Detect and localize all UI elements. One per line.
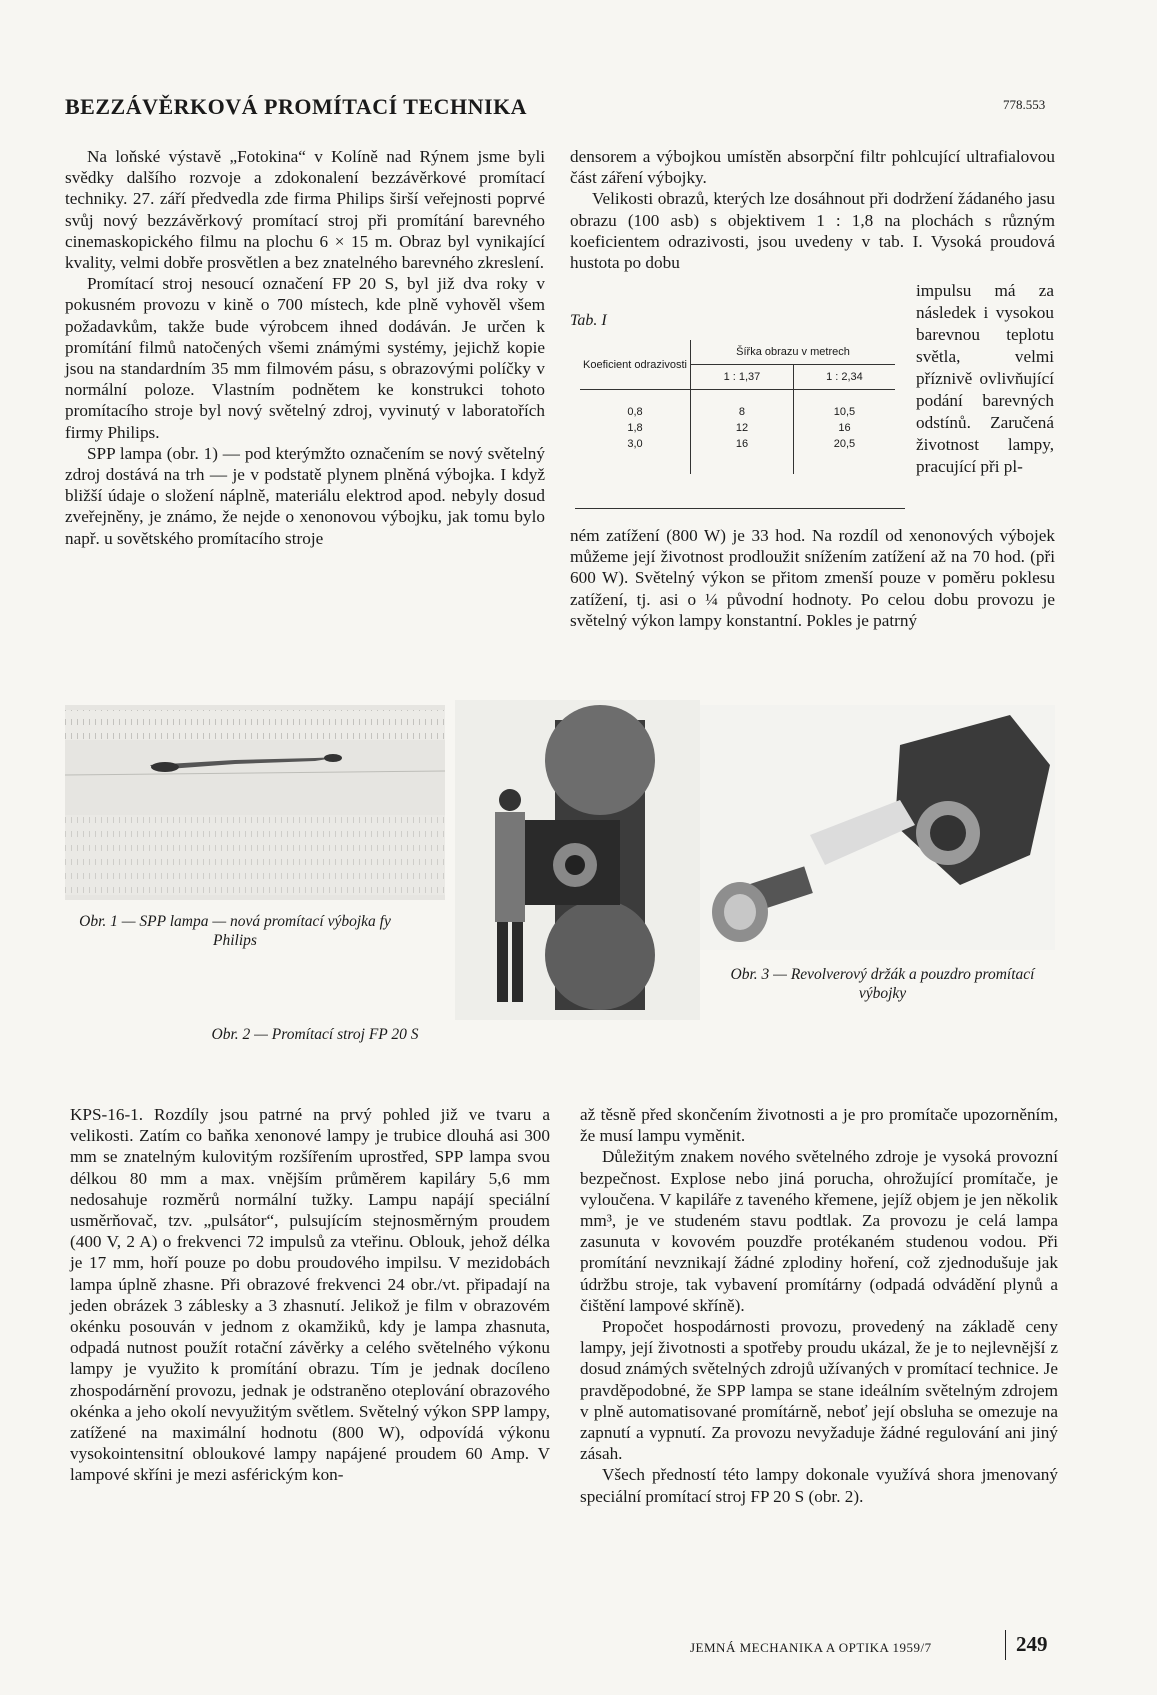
- paragraph: KPS-16-1. Rozdíly jsou patrné na prvý pohled již ve tvaru a velikosti. Zatím co baňka xenonové lampy je trubice dlouhá asi 300 mm se znatelným kulovitým rozšířením uprostřed, SPP lampa svou délkou 80 mm a max. vnějším průměrem kapiláry 5,6 mm nedosahuje rozměrů normální tužky. Lampu napájí speciální usměrňovač, tzv. „pulsátor“, pulsujícím stejnosměrným proudem (400 V, 2 A) o frekvenci 72 impulsů za vteřinu. Oblouk, jehož délka je 17 mm, hoří pouze po dobu proudového impilsu. V mezidobách lampa úplně zhasne. Při obrazové frekvenci 24 obr./vt. připadají na jeden obrázek 3 záblesky a 3 zhasnutí. Jelikož je film v obrazovém okénku posouván v jednom z okamžiků, kdy je lampa zhasnuta, odpadá nutnost použít rotační závěrky a celého světelného výkonu lampy je využito k promítání obrazu. Tím je jednak docíleno zhospodárnění provozu, jednak je odstraněno oteplování obrazového okénka a jeho okolí nevyužitým světlem. Světelný výkon SPP lampy, zatížené na maximální hodnotu (800 W), odpovídá výkonu vysokointensitní obloukové lampy napájené proudem 60 Amp. V lampové skříni je mezi asférickým kon-: [70, 1105, 550, 1485]
- table-cell: 16: [838, 422, 851, 434]
- table-subheader: 1 : 2,34: [793, 365, 895, 390]
- figure-1-lamp-photo: [65, 705, 445, 900]
- table-row: [580, 436, 895, 474]
- paragraph: Na loňské výstavě „Fotokina“ v Kolíně nad Rýnem jsme byli svědky dalšího rozvoje a zdokonalení bezzávěrkové promítací techniky. 27. září předvedla zde firma Philips širší veřejnosti poprvé svůj nový bezzávěrkový promítací stroj při promítání barevného cinemaskopického filmu na plochu 6 × 15 m. Obraz byl vynikající kvality, velmi dobře prosvětlen a bez znatelného barevného zkreslení.: [65, 147, 545, 273]
- figure-3-holder-photo: [700, 705, 1055, 950]
- column-2-narrow: impulsu má za následek i vysokou barevnou teplotu světla, velmi příznivě ovlivňující podání barevných odstínů. Zaručená životnost lampy, pracující při pl-: [916, 281, 1054, 476]
- paragraph: Všech předností této lampy dokonale využívá shora jmenovaný speciální promítací stroj FP 20 S (obr. 2).: [580, 1465, 1058, 1506]
- udc-code: 778.553: [1003, 97, 1046, 112]
- paragraph: ném zatížení (800 W) je 33 hod. Na rozdíl od xenonových výbojek můžeme její životnost prodloužit snížením zatížení až na 70 hod. (při 600 W). Světelný výkon se přitom zmenší pouze v poměru poklesu zatížení, tj. asi o ¼ původní hodnoty. Po celou dobu provozu je světelný výkon lampy konstantní. Pokles je patrný: [570, 526, 1055, 630]
- table-cell: 0,8: [580, 390, 691, 421]
- page-number: 249: [1016, 1632, 1048, 1656]
- figure-1-caption: Obr. 1 — SPP lampa — nová promítací výbojka fy Philips: [79, 913, 391, 949]
- table-header-reflectivity: Koeficient odrazivosti: [580, 340, 691, 390]
- table-cell: 10,5: [833, 406, 856, 418]
- table-bottom-rule: [575, 508, 905, 509]
- column-2-after-table: [570, 525, 1055, 631]
- article-title: BEZZÁVĚRKOVÁ PROMÍTACÍ TECHNIKA: [65, 94, 528, 119]
- table-cell: 20,5: [833, 438, 856, 450]
- paragraph: SPP lampa (obr. 1) — pod kterýmžto označením se nový světelný zdroj dostává na trh — je v podstatě plynem plněná výbojka. I když bližší údaje o složení náplně, materiálu elektrod apod. nebyly dosud zveřejněny, je známo, že nejde o xenonovou výbojku, jak tomu bylo např. u sovětského promítacího stroje: [65, 443, 545, 548]
- projector-image: [455, 700, 700, 1020]
- figure-3-caption: Obr. 3 — Revolverový držák a pouzdro promítací výbojky: [730, 966, 1035, 1002]
- holder-image: [700, 705, 1055, 950]
- table-cell: 8: [691, 390, 794, 421]
- table-header-width: Šířka obrazu v metrech: [691, 340, 896, 365]
- table-cell: 3,0: [580, 436, 691, 474]
- table-row: [580, 420, 895, 436]
- paragraph: Promítací stroj nesoucí označení FP 20 S, byl již dva roky v pokusném provozu v kině o 700 místech, kde plně vyhověl všem požadavkům, takže bude výrobcem ihned dodáván. Je určen k promítání filmů natočených všemi známými systémy, jejichž kopie jsou na standardním 35 mm filmovém pásu, s obrazovými políčky v normální poloze. Vlastním podnětem ke konstrukci tohoto promítacího stroje byl nový světelný zdroj, vyvinutý v laboratořích firmy Philips.: [65, 274, 545, 442]
- table-cell: 12: [691, 420, 794, 436]
- journal-name: JEMNÁ MECHANIKA A OPTIKA 1959/7: [690, 1640, 932, 1655]
- column-1-top: [65, 146, 545, 549]
- paragraph: až těsně před skončením životnosti a je pro promítače upozorněním, že musí lampu vyměnit.: [580, 1105, 1058, 1146]
- paragraph: Propočet hospodárnosti provozu, provedený na základě ceny lampy, její životnosti a spotřeby proudu ukázal, že je to nejlevnější z dosud známých světelných zdrojů užívaných v promítací technice. Je pravděpodobné, že SPP lampa se stane ideálním světelným zdrojem v plně automatisované promítárně, neboť její obsluha se omezuje na zapnutí a vypnutí. Za provozu nevyžaduje žádné regulování ani jiný zásah.: [580, 1317, 1058, 1464]
- table-row: [580, 390, 895, 421]
- paragraph: densorem a výbojkou umístěn absorpční filtr pohlcující ultrafialovou část záření výbojky.: [570, 147, 1055, 188]
- column-1-bottom: [70, 1104, 550, 1486]
- footer-divider: [1005, 1630, 1006, 1660]
- column-2-top: [570, 146, 1055, 273]
- column-2-bottom: [580, 1104, 1058, 1507]
- table-cell: 1,8: [580, 420, 691, 436]
- lamp-image: [65, 705, 445, 900]
- paragraph: Důležitým znakem nového světelného zdroje je vysoká provozní bezpečnost. Explose nebo jiná porucha, ohrožující promítače, je vyloučena. V kapiláře z taveného křemene, jejíž objem je jen několik mm³, je ve studeném stavu podtlak. Za provozu je celá lampa zasunuta v kovovém pouzdře protékaném studenou vodou. Při promítání nevznikají žádné zplodiny hoření, což zjednodušuje jak údržbu stroje, tak vybavení promítárny (odpadá odvádění plynů a čištění lampové skříně).: [580, 1147, 1058, 1315]
- paragraph: Velikosti obrazů, kterých lze dosáhnout při dodržení žádaného jasu obrazu (100 asb) s objektivem 1 : 1,8 na plochách s různým koeficientem odrazivosti, jsou uvedeny v tab. I. Vysoká proudová hustota po dobu: [570, 189, 1055, 273]
- figure-2-caption: Obr. 2 — Promítací stroj FP 20 S: [211, 1026, 419, 1043]
- table-subheader: 1 : 1,37: [691, 365, 794, 390]
- reflectivity-table: [580, 340, 895, 474]
- table-cell: 16: [691, 436, 794, 474]
- figure-2-projector-photo: [455, 700, 700, 1020]
- table-label: Tab. I: [570, 312, 607, 329]
